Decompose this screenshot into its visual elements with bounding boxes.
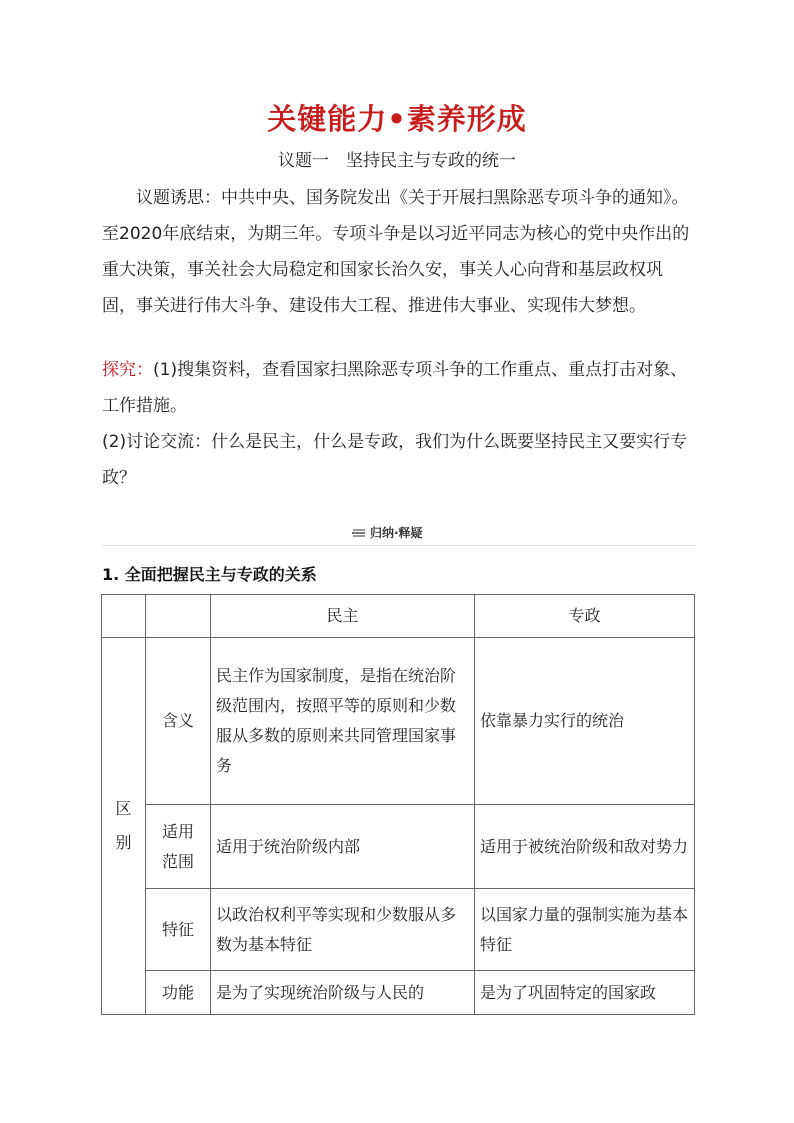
group-label: 区别 [115, 799, 132, 852]
group-label-cell [102, 638, 146, 1015]
row-label: 适用范围 [161, 821, 194, 871]
table-row [102, 638, 695, 805]
dictatorship-cell: 依靠暴力实行的统治 [475, 638, 695, 805]
divider [102, 545, 696, 546]
table-header-row [102, 595, 695, 638]
dictatorship-cell: 是为了巩固特定的国家政 [475, 971, 695, 1015]
banner-label: 归纳·释疑 [370, 525, 423, 540]
header-cell [102, 595, 146, 638]
democracy-cell: 民主作为国家制度，是指在统治阶级范围内，按照平等的原则和少数服从多数的原则来共同管理国家事务 [211, 638, 475, 805]
table-row [102, 971, 695, 1015]
book-stack-icon [352, 527, 366, 537]
explore-question-2: (2)讨论交流：什么是民主，什么是专政，我们为什么既要坚持民主又要实行专政？ [102, 432, 688, 488]
row-label: 功能 [146, 971, 211, 1015]
row-label: 特征 [146, 889, 211, 971]
explore-label: 探究： [102, 360, 153, 380]
intro-paragraph: 议题诱思：中共中央、国务院发出《关于开展扫黑除恶专项斗争的通知》。至2020年底结束，为期三年。专项斗争是以习近平同志为核心的党中央作出的重大决策，事关社会大局稳定和国家长治久安，事关人心向背和基层政权巩固，事关进行伟大斗争、建设伟大工程、推进伟大事业、实现伟大梦想。 [102, 188, 690, 316]
row-label-cell [146, 805, 211, 889]
table-row [102, 889, 695, 971]
summary-banner [352, 523, 423, 541]
row-label: 含义 [146, 638, 211, 805]
dictatorship-cell: 以国家力量的强制实施为基本特征 [475, 889, 695, 971]
header-cell: 专政 [475, 595, 695, 638]
section-heading: 1. 全面把握民主与专政的关系 [102, 565, 317, 584]
table-row [102, 805, 695, 889]
democracy-cell: 适用于统治阶级内部 [211, 805, 475, 889]
header-cell [146, 595, 211, 638]
democracy-cell: 以政治权利平等实现和少数服从多数为基本特征 [211, 889, 475, 971]
explore-question-1 [102, 352, 696, 424]
topic-subtitle: 议题一 坚持民主与专政的统一 [278, 151, 516, 171]
header-cell: 民主 [211, 595, 475, 638]
democracy-cell: 是为了实现统治阶级与人民的 [211, 971, 475, 1015]
comparison-table [101, 594, 695, 1015]
page-title: 关键能力•素养形成 [267, 102, 527, 136]
dictatorship-cell: 适用于被统治阶级和敌对势力 [475, 805, 695, 889]
explore-q1-text: (1)搜集资料，查看国家扫黑除恶专项斗争的工作重点、重点打击对象、工作措施。 [102, 360, 688, 416]
